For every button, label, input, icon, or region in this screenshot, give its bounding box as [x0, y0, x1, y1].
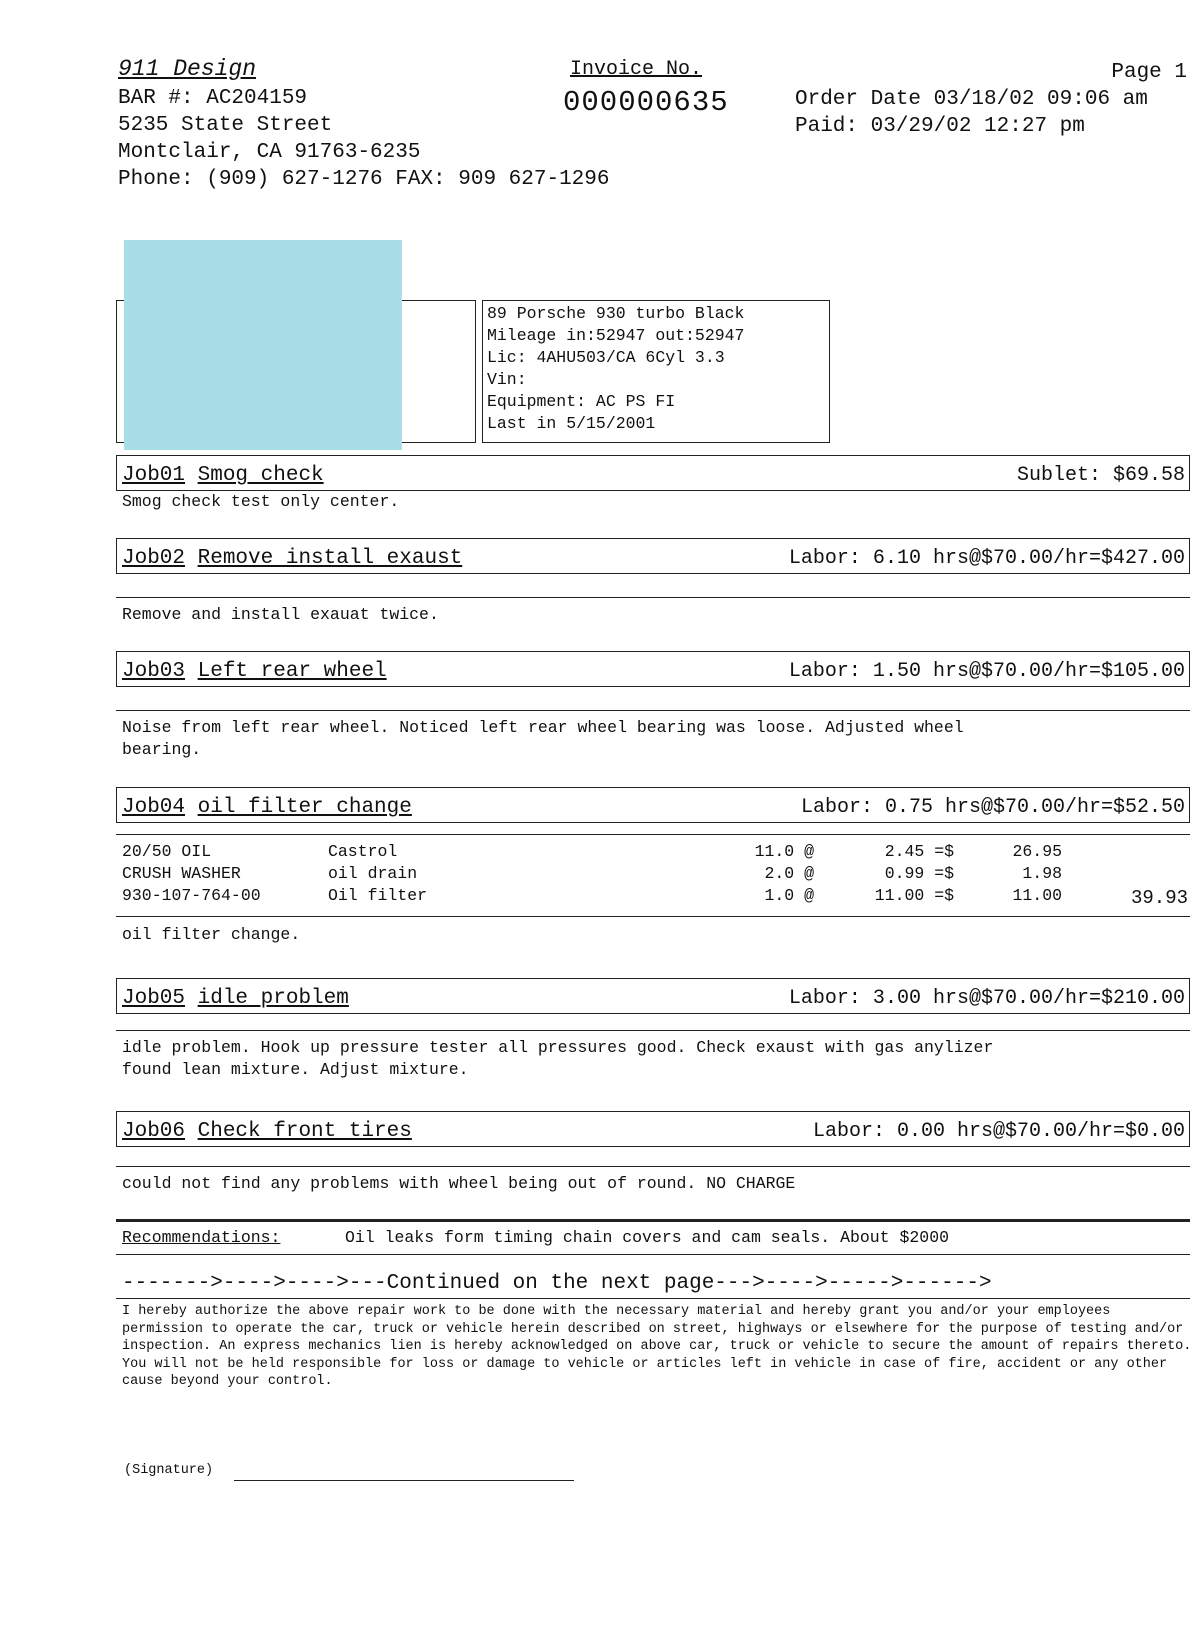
parts-total: 39.93: [1130, 887, 1188, 909]
job-header-4: [116, 787, 1190, 823]
part-qty: 11.0 @: [754, 842, 814, 861]
divider: [116, 1298, 1190, 1299]
divider: [116, 916, 1190, 917]
job-header-1: [116, 455, 1190, 491]
job-header-2: [116, 538, 1190, 574]
part-number: CRUSH WASHER: [122, 864, 241, 883]
job-name: Smog check: [197, 464, 324, 487]
vehicle-equipment: Equipment: AC PS FI: [487, 392, 676, 411]
divider: [116, 834, 1190, 835]
bar-number: BAR #: AC204159: [118, 87, 308, 110]
job-charge: Labor: 0.75 hrs@$70.00/hr=$52.50: [800, 796, 1185, 819]
authorization-text: I hereby authorize the above repair work to be done with the necessary material and hereby grant you and/or your employees permission to operate the car, truck or vehicle herein described on street, highways or elsewhere for the purpose of testing and/or inspection. An express mechanics lien is hereby acknowledged on above car, truck or vehicle to secure the amount of repairs thereto. You will not be held responsible for loss or damage to vehicle or articles left in vehicle in case of fire, accident or any other cause beyond your control.: [122, 1304, 1192, 1389]
job-code: Job04: [122, 796, 186, 819]
desc-line: bearing.: [122, 740, 202, 759]
job-desc-3: [122, 717, 964, 761]
divider-thick: [116, 1219, 1190, 1222]
job-charge: Sublet: $69.58: [1016, 464, 1185, 487]
job-header-5: [116, 978, 1190, 1014]
job-charge: Labor: 0.00 hrs@$70.00/hr=$0.00: [812, 1120, 1185, 1143]
job-desc-5: [122, 1037, 993, 1081]
part-ext: 1.98: [1022, 864, 1062, 883]
job-code: Job03: [122, 660, 186, 683]
recommendations-label: Recommendations:: [122, 1228, 281, 1247]
job-code: Job02: [122, 547, 186, 570]
part-qty: 2.0 @: [764, 864, 814, 883]
vehicle-vin: Vin:: [487, 370, 527, 389]
vehicle-box: [482, 300, 830, 443]
part-desc: oil drain: [328, 864, 418, 883]
divider: [116, 1166, 1190, 1167]
part-desc: Castrol: [328, 842, 398, 861]
vehicle-license: Lic: 4AHU503/CA 6Cyl 3.3: [487, 348, 725, 367]
job-charge: Labor: 6.10 hrs@$70.00/hr=$427.00: [788, 547, 1185, 570]
job-desc-1: Smog check test only center.: [122, 492, 400, 511]
part-price: 11.00 =$: [874, 886, 954, 905]
invoice-number: 000000635: [563, 86, 729, 119]
vehicle-line: 89 Porsche 930 turbo Black: [487, 304, 745, 323]
part-qty: 1.0 @: [764, 886, 814, 905]
job-name: idle problem: [197, 987, 349, 1010]
page-number: Page 1: [1111, 61, 1187, 84]
parts-price-col: [875, 841, 954, 907]
job-name: Left rear wheel: [197, 660, 387, 683]
paid-date: Paid: 03/29/02 12:27 pm: [795, 115, 1085, 138]
parts-qty-col: [755, 841, 814, 907]
part-price: 2.45 =$: [884, 842, 954, 861]
divider: [116, 710, 1190, 711]
job-header-6: [116, 1111, 1190, 1147]
vehicle-mileage: Mileage in:52947 out:52947: [487, 326, 745, 345]
signature-label: (Signature): [124, 1463, 214, 1478]
divider: [116, 1030, 1190, 1031]
part-number: 20/50 OIL: [122, 842, 212, 861]
company-street: 5235 State Street: [118, 114, 333, 137]
signature-line[interactable]: [234, 1480, 574, 1481]
job-charge: Labor: 3.00 hrs@$70.00/hr=$210.00: [788, 987, 1185, 1010]
part-number: 930-107-764-00: [122, 886, 261, 905]
recommendations-text: Oil leaks form timing chain covers and cam seals. About $2000: [345, 1228, 949, 1247]
part-desc: Oil filter: [328, 886, 428, 905]
job-header-3: [116, 651, 1190, 687]
parts-ext-col: [1012, 841, 1062, 907]
company-city: Montclair, CA 91763-6235: [118, 141, 421, 164]
company-phone: Phone: (909) 627-1276 FAX: 909 627-1296: [118, 168, 610, 191]
desc-line: found lean mixture. Adjust mixture.: [122, 1060, 469, 1079]
part-ext: 26.95: [1012, 842, 1062, 861]
job-code: Job06: [122, 1120, 186, 1143]
part-ext: 11.00: [1012, 886, 1062, 905]
parts-desc-col: [328, 841, 427, 907]
desc-line: Noise from left rear wheel. Noticed left rear wheel bearing was loose. Adjusted wheel: [122, 718, 964, 737]
divider: [116, 597, 1190, 598]
continued-banner: ------->---->---->---Continued on the next page--->---->----->------>: [122, 1272, 992, 1295]
desc-line: idle problem. Hook up pressure tester all pressures good. Check exaust with gas anylizer: [122, 1038, 994, 1057]
invoice-title: Invoice No.: [570, 58, 703, 81]
job-code: Job01: [122, 464, 186, 487]
part-price: 0.99 =$: [884, 864, 954, 883]
redaction-patch: [124, 240, 402, 450]
job-name: oil filter change: [197, 796, 412, 819]
job-code: Job05: [122, 987, 186, 1010]
job-name: Check front tires: [197, 1120, 412, 1143]
job-charge: Labor: 1.50 hrs@$70.00/hr=$105.00: [788, 660, 1185, 683]
order-date: Order Date 03/18/02 09:06 am: [795, 88, 1148, 111]
job-name: Remove install exaust: [197, 547, 463, 570]
job-desc-4: oil filter change.: [122, 925, 301, 944]
job-desc-6: could not find any problems with wheel being out of round. NO CHARGE: [122, 1174, 796, 1193]
job-desc-2: Remove and install exauat twice.: [122, 605, 439, 624]
vehicle-last-in: Last in 5/15/2001: [487, 414, 656, 433]
divider: [116, 1254, 1190, 1255]
parts-part-col: [122, 841, 261, 907]
company-name: 911 Design: [118, 56, 257, 82]
